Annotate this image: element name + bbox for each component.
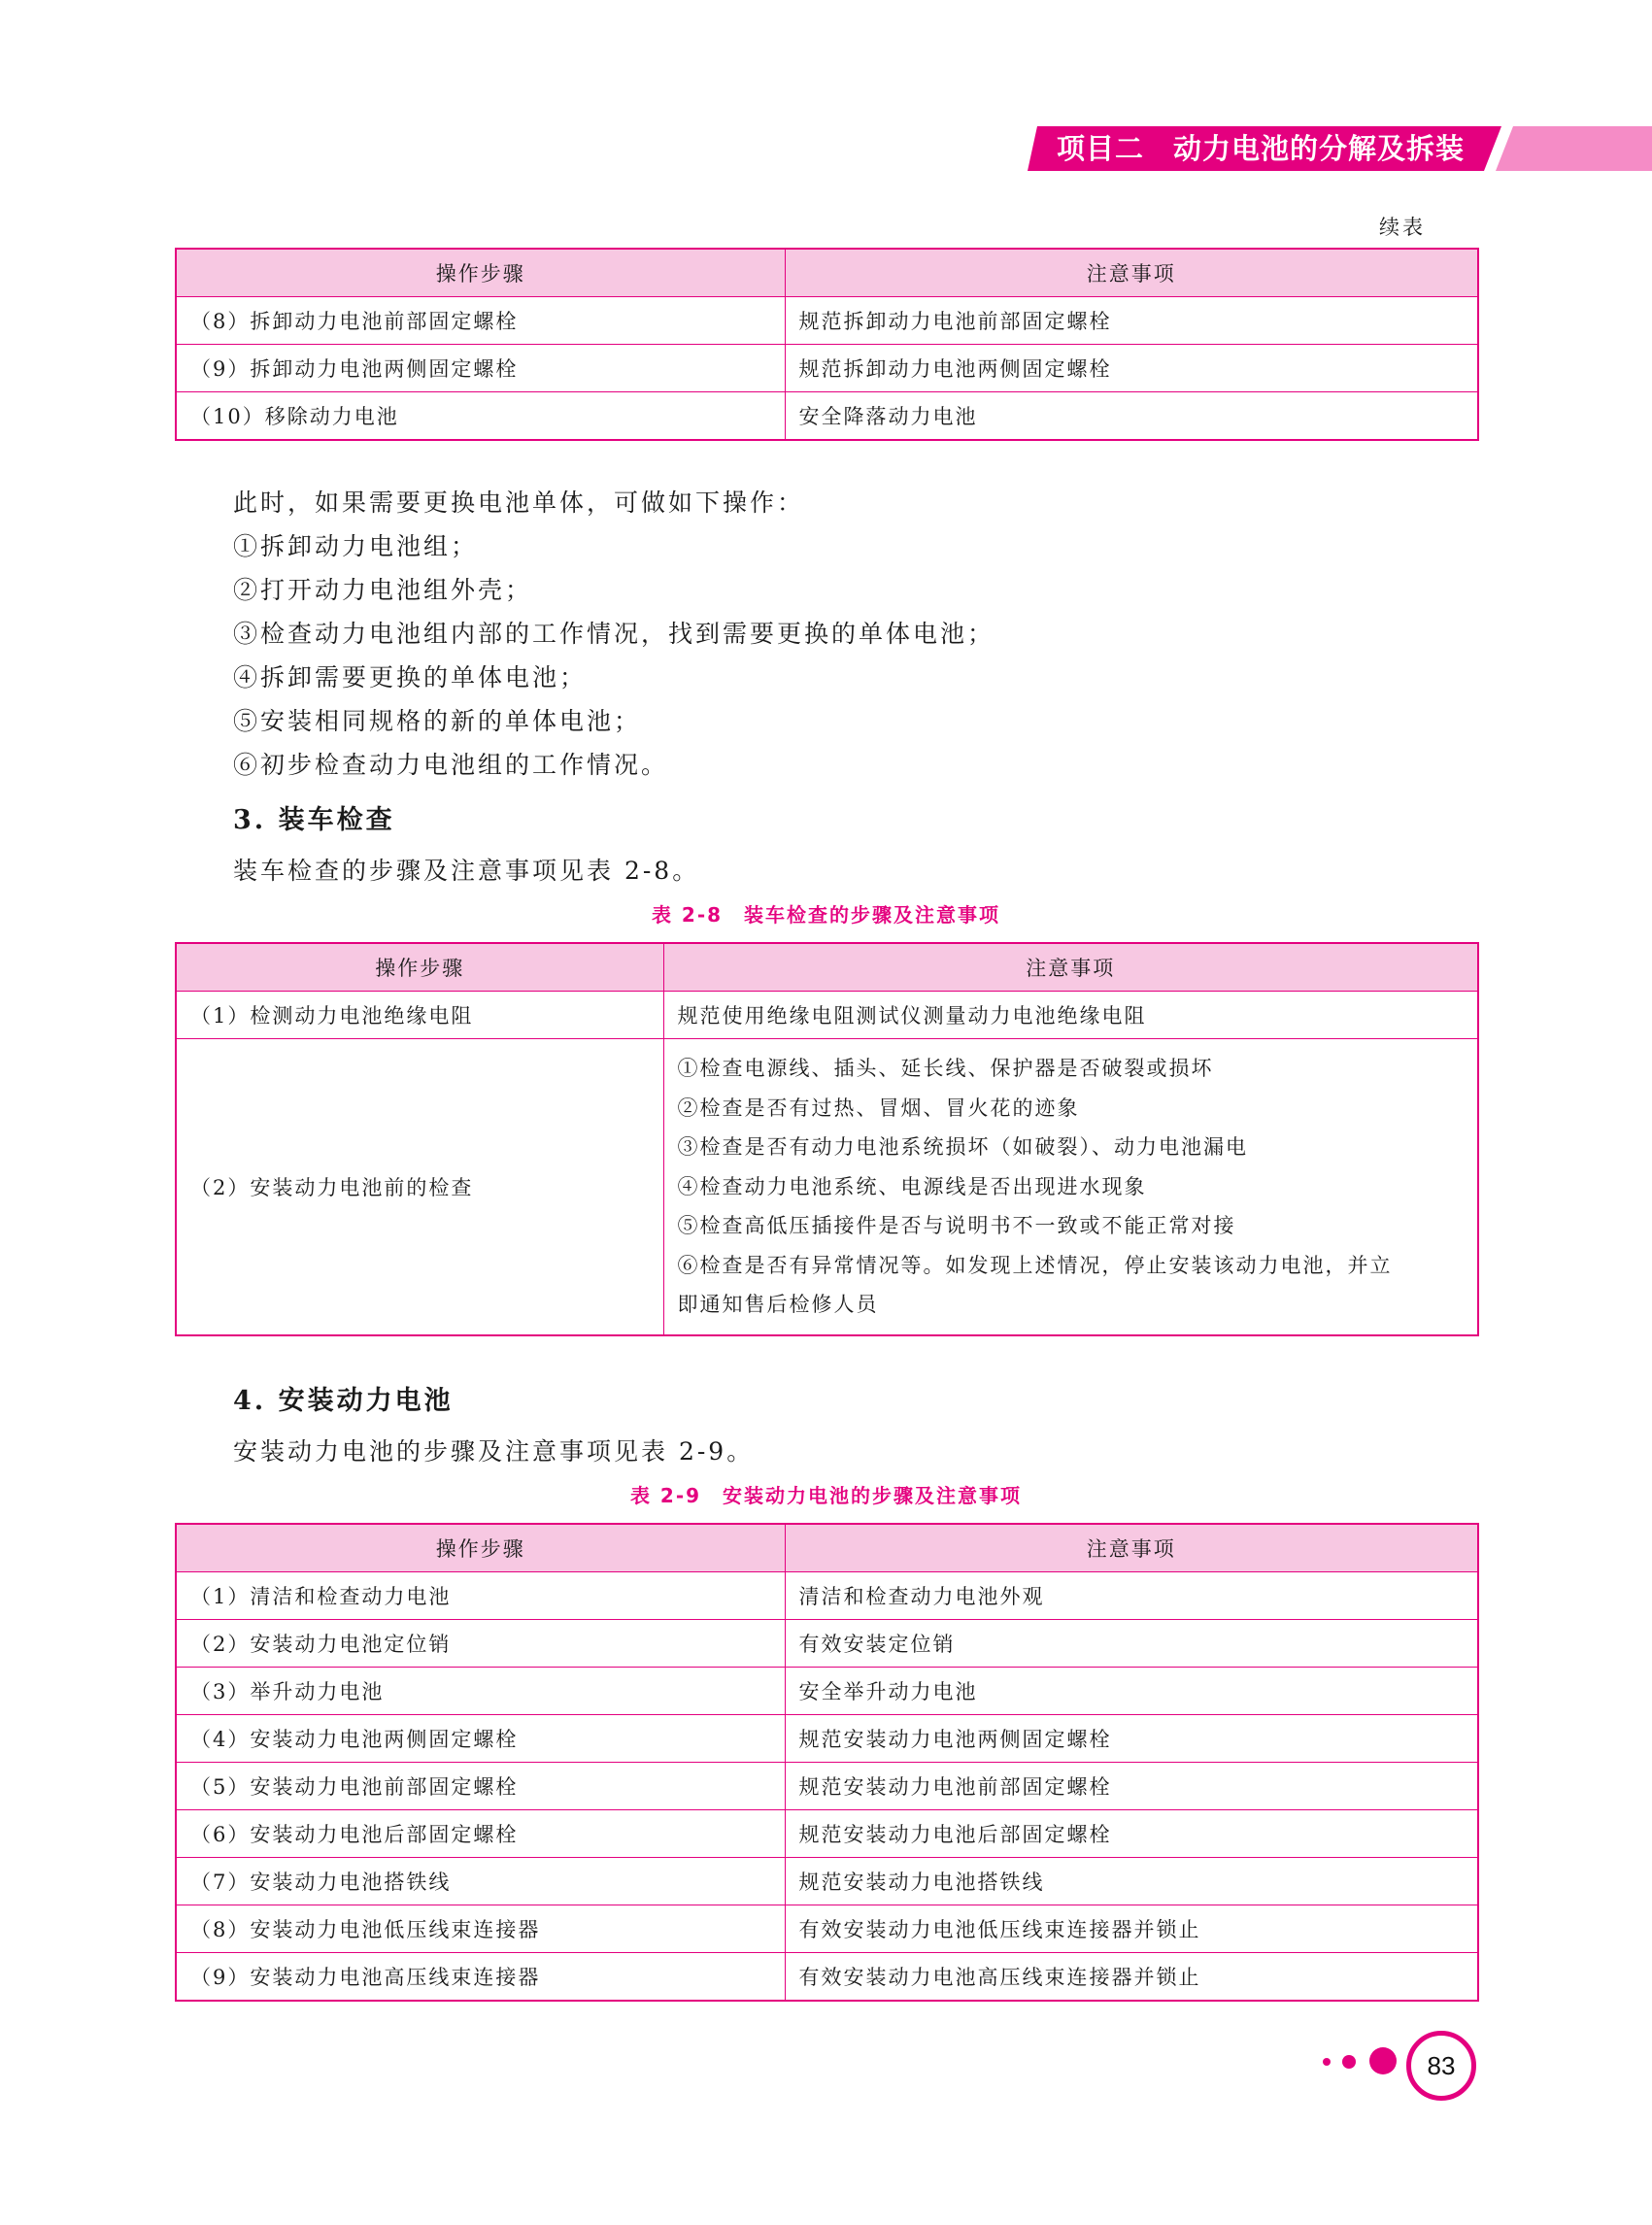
step-cell: （8）拆卸动力电池前部固定螺栓 bbox=[176, 297, 785, 345]
step-item: ⑤安装相同规格的新的单体电池； bbox=[233, 707, 642, 735]
step-item: ⑥初步检查动力电池组的工作情况。 bbox=[233, 751, 669, 779]
header-steps: 操作步骤 bbox=[176, 943, 663, 992]
step-item: ②打开动力电池组外壳； bbox=[233, 576, 533, 604]
step-item: ④拆卸需要更换的单体电池； bbox=[233, 663, 588, 691]
note-cell: 安全降落动力电池 bbox=[785, 392, 1478, 441]
check-item: 即通知售后检修人员 bbox=[677, 1293, 879, 1316]
note-cell: 清洁和检查动力电池外观 bbox=[785, 1572, 1478, 1620]
caption-title: 安装动力电池的步骤及注意事项 bbox=[723, 1484, 1023, 1507]
step-cell: （10）移除动力电池 bbox=[176, 392, 785, 441]
caption-title: 装车检查的步骤及注意事项 bbox=[744, 903, 1001, 927]
check-item: ⑤检查高低压插接件是否与说明书不一致或不能正常对接 bbox=[677, 1214, 1236, 1237]
project-label: 项目二 bbox=[1057, 132, 1145, 165]
table-row bbox=[176, 1620, 1478, 1668]
page-number-mark bbox=[1323, 2029, 1478, 2103]
header-notes: 注意事项 bbox=[785, 249, 1478, 297]
table-continued bbox=[175, 248, 1479, 441]
table-row bbox=[176, 992, 1478, 1039]
check-item: ⑥检查是否有异常情况等。如发现上述情况，停止安装该动力电池，并立 bbox=[677, 1253, 1393, 1277]
step-item: ①拆卸动力电池组； bbox=[233, 532, 479, 560]
note-cell: 规范拆卸动力电池两侧固定螺栓 bbox=[785, 345, 1478, 392]
step-cell: （1）检测动力电池绝缘电阻 bbox=[176, 992, 663, 1039]
note-cell: 规范安装动力电池前部固定螺栓 bbox=[785, 1763, 1478, 1810]
table-row bbox=[176, 1858, 1478, 1905]
step-cell: （2）安装动力电池前的检查 bbox=[176, 1039, 663, 1335]
table-row bbox=[176, 1715, 1478, 1763]
table-2-8-caption bbox=[0, 899, 1652, 927]
table-row bbox=[176, 1763, 1478, 1810]
check-item: ②检查是否有过热、冒烟、冒火花的迹象 bbox=[677, 1096, 1080, 1120]
large-dot-icon bbox=[1369, 2047, 1397, 2074]
medium-dot-icon bbox=[1342, 2055, 1356, 2069]
note-cell: 规范使用绝缘电阻测试仪测量动力电池绝缘电阻 bbox=[663, 992, 1478, 1039]
header-notes: 注意事项 bbox=[663, 943, 1478, 992]
note-cell: 有效安装动力电池低压线束连接器并锁止 bbox=[785, 1905, 1478, 1953]
page-number: 83 bbox=[1406, 2031, 1476, 2101]
header-steps: 操作步骤 bbox=[176, 1524, 785, 1572]
note-cell: 规范拆卸动力电池前部固定螺栓 bbox=[785, 297, 1478, 345]
note-cell: 规范安装动力电池后部固定螺栓 bbox=[785, 1810, 1478, 1858]
header-steps: 操作步骤 bbox=[176, 249, 785, 297]
caption-number: 表 2-9 bbox=[629, 1484, 702, 1507]
caption-number: 表 2-8 bbox=[651, 903, 724, 927]
step-cell: （5）安装动力电池前部固定螺栓 bbox=[176, 1763, 785, 1810]
section-3-text: 装车检查的步骤及注意事项见表 2-8。 bbox=[233, 857, 700, 885]
table-row bbox=[176, 1668, 1478, 1715]
table-2-8 bbox=[175, 942, 1479, 1336]
table-header-row bbox=[176, 1524, 1478, 1572]
step-item: ③检查动力电池组内部的工作情况，找到需要更换的单体电池； bbox=[233, 620, 995, 648]
intro-paragraph: 此时，如果需要更换电池单体，可做如下操作： bbox=[233, 489, 805, 517]
table-header-row bbox=[176, 249, 1478, 297]
step-cell: （9）拆卸动力电池两侧固定螺栓 bbox=[176, 345, 785, 392]
step-cell: （7）安装动力电池搭铁线 bbox=[176, 1858, 785, 1905]
table-header-row bbox=[176, 943, 1478, 992]
table-row bbox=[176, 1810, 1478, 1858]
step-cell: （2）安装动力电池定位销 bbox=[176, 1620, 785, 1668]
table-row bbox=[176, 1905, 1478, 1953]
step-cell: （4）安装动力电池两侧固定螺栓 bbox=[176, 1715, 785, 1763]
table-row bbox=[176, 1572, 1478, 1620]
chapter-banner bbox=[1028, 126, 1652, 171]
section-4-heading: 4. 安装动力电池 bbox=[233, 1386, 454, 1416]
note-cell: 规范安装动力电池两侧固定螺栓 bbox=[785, 1715, 1478, 1763]
note-cell: 有效安装动力电池高压线束连接器并锁止 bbox=[785, 1953, 1478, 2002]
table-2-9-caption bbox=[0, 1480, 1652, 1508]
step-cell: （6）安装动力电池后部固定螺栓 bbox=[176, 1810, 785, 1858]
note-cell: 安全举升动力电池 bbox=[785, 1668, 1478, 1715]
step-cell: （1）清洁和检查动力电池 bbox=[176, 1572, 785, 1620]
section-3-heading: 3. 装车检查 bbox=[233, 805, 395, 835]
note-cell-multiline bbox=[663, 1039, 1478, 1335]
check-item: ④检查动力电池系统、电源线是否出现进水现象 bbox=[677, 1174, 1147, 1198]
step-cell: （8）安装动力电池低压线束连接器 bbox=[176, 1905, 785, 1953]
section-4-text: 安装动力电池的步骤及注意事项见表 2-9。 bbox=[233, 1437, 755, 1466]
header-notes: 注意事项 bbox=[785, 1524, 1478, 1572]
table-row bbox=[176, 392, 1478, 441]
table-row bbox=[176, 297, 1478, 345]
small-dot-icon bbox=[1323, 2058, 1331, 2066]
table-row bbox=[176, 1039, 1478, 1335]
project-title: 动力电池的分解及拆装 bbox=[1173, 132, 1466, 165]
banner-text bbox=[1057, 126, 1465, 171]
check-item: ①检查电源线、插头、延长线、保护器是否破裂或损坏 bbox=[677, 1057, 1214, 1080]
table-2-9 bbox=[175, 1523, 1479, 2002]
table-row bbox=[176, 345, 1478, 392]
step-cell: （3）举升动力电池 bbox=[176, 1668, 785, 1715]
table-row bbox=[176, 1953, 1478, 2002]
note-cell: 有效安装定位销 bbox=[785, 1620, 1478, 1668]
note-cell: 规范安装动力电池搭铁线 bbox=[785, 1858, 1478, 1905]
continued-note: 续表 bbox=[1379, 216, 1426, 239]
step-cell: （9）安装动力电池高压线束连接器 bbox=[176, 1953, 785, 2002]
check-item: ③检查是否有动力电池系统损坏（如破裂）、动力电池漏电 bbox=[677, 1135, 1248, 1159]
